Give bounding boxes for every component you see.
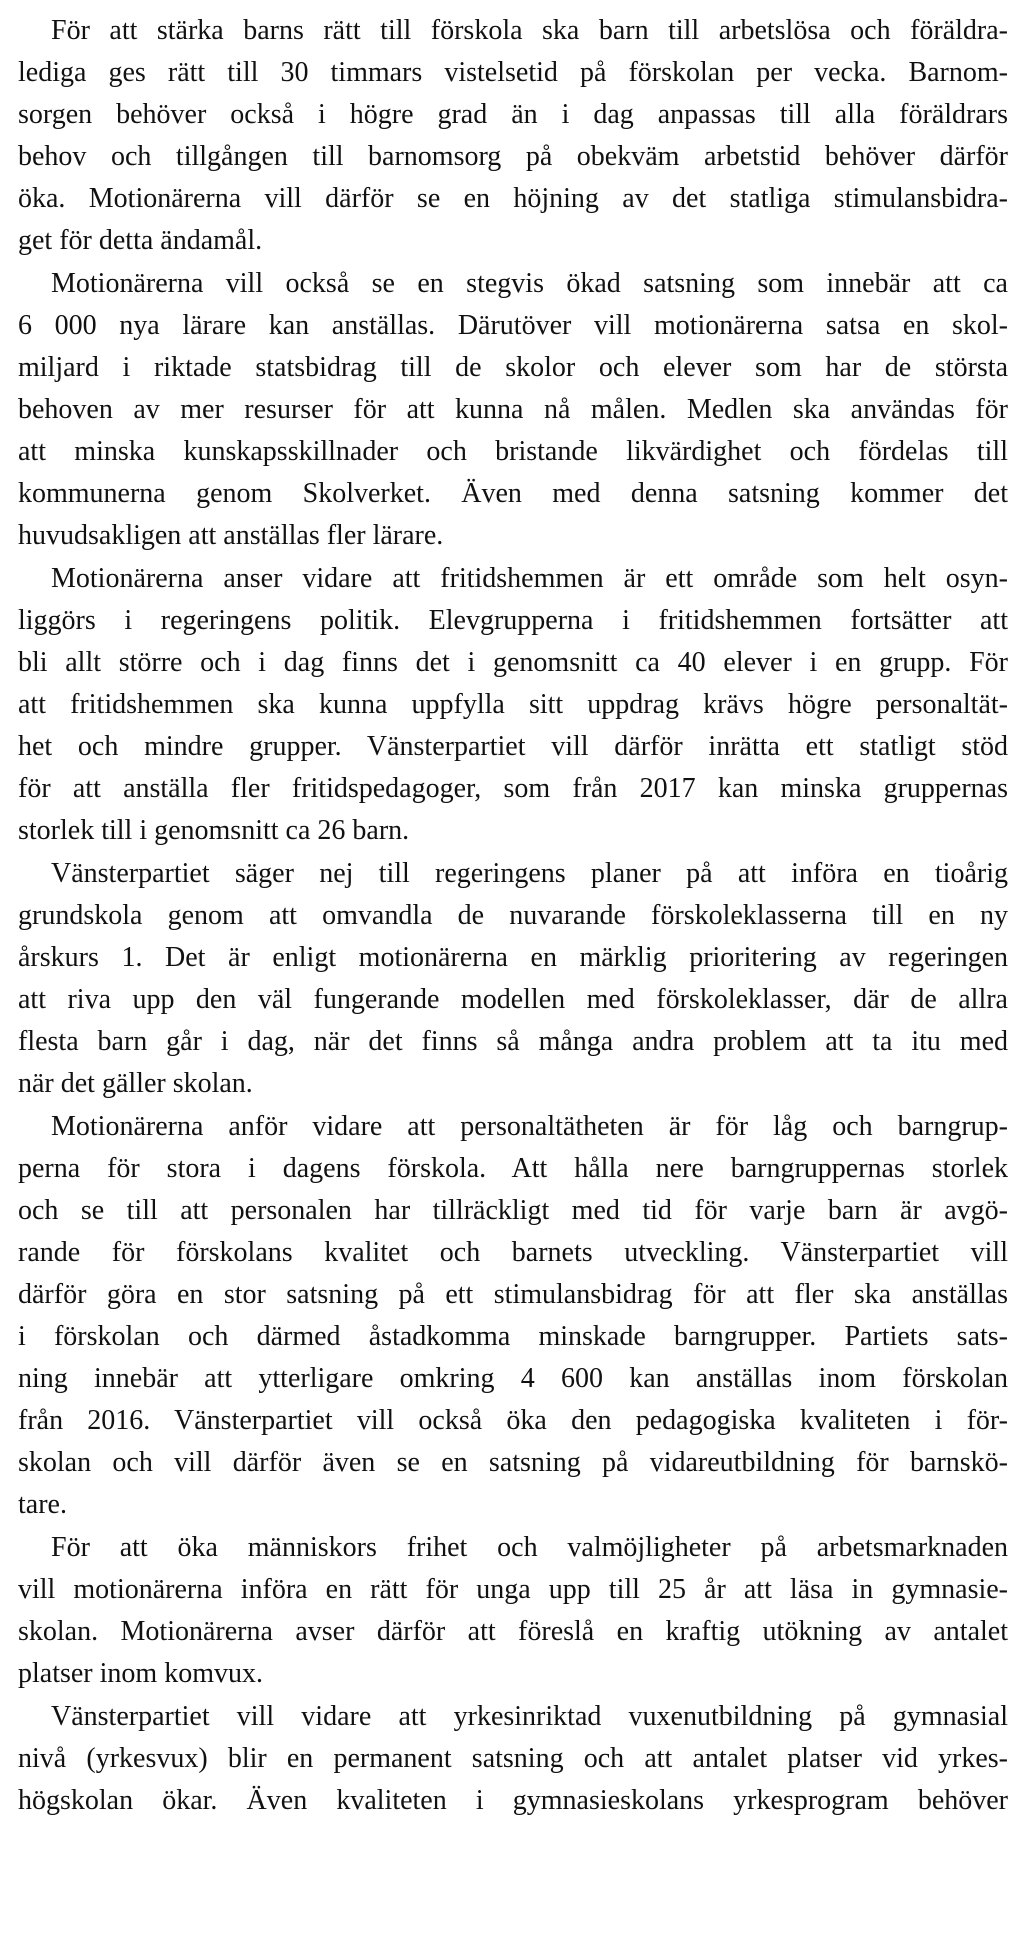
text-line: het och mindre grupper. Vänsterpartiet vill därför inrätta ett statligt stöd [18, 731, 1008, 762]
paragraph-2 [18, 263, 1008, 557]
text-line: get för detta ändamål. [18, 225, 263, 256]
paragraph-5 [18, 1106, 1008, 1526]
document-page [18, 10, 1008, 1823]
text-line: behoven av mer resurser för att kunna nå målen. Medlen ska användas för [18, 394, 1008, 425]
text-line: skolan. Motionärerna avser därför att föreslå en kraftig utökning av antalet [18, 1616, 1008, 1647]
text-line: nivå (yrkesvux) blir en permanent satsning och att antalet platser vid yrkes- [18, 1743, 1008, 1774]
text-line: För att öka människors frihet och valmöjligheter på arbetsmarknaden [51, 1532, 1008, 1563]
text-line: storlek till i genomsnitt ca 26 barn. [18, 815, 410, 846]
paragraph-7 [18, 1696, 1008, 1822]
text-line: att riva upp den väl fungerande modellen med förskoleklasser, där de allra [18, 984, 1008, 1015]
text-line: för att anställa fler fritidspedagoger, som från 2017 kan minska gruppernas [18, 773, 1008, 804]
text-line: perna för stora i dagens förskola. Att hålla nere barngruppernas storlek [18, 1153, 1008, 1184]
text-line: behov och tillgången till barnomsorg på obekväm arbetstid behöver därför [18, 141, 1008, 172]
text-line: flesta barn går i dag, när det finns så många andra problem att ta itu med [18, 1026, 1008, 1057]
text-line: skolan och vill därför även se en satsning på vidareutbildning för barnskö- [18, 1447, 1008, 1478]
text-line: miljard i riktade statsbidrag till de skolor och elever som har de största [18, 352, 1008, 383]
text-line: rande för förskolans kvalitet och barnets utveckling. Vänsterpartiet vill [18, 1237, 1008, 1268]
text-line: Vänsterpartiet vill vidare att yrkesinriktad vuxenutbildning på gymnasial [51, 1701, 1008, 1732]
text-line: platser inom komvux. [18, 1658, 263, 1689]
text-line: att minska kunskapsskillnader och bristande likvärdighet och fördelas till [18, 436, 1008, 467]
text-line: kommunerna genom Skolverket. Även med denna satsning kommer det [18, 478, 1008, 509]
text-line: ning innebär att ytterligare omkring 4 600 kan anställas inom förskolan [18, 1363, 1008, 1394]
text-line: i förskolan och därmed åstadkomma minskade barngrupper. Partiets sats- [18, 1321, 1008, 1352]
text-line: att fritidshemmen ska kunna uppfylla sitt uppdrag krävs högre personaltät- [18, 689, 1008, 720]
text-line: liggörs i regeringens politik. Elevgrupperna i fritidshemmen fortsätter att [18, 605, 1008, 636]
text-line: bli allt större och i dag finns det i genomsnitt ca 40 elever i en grupp. För [18, 647, 1008, 678]
text-line: vill motionärerna införa en rätt för unga upp till 25 år att läsa in gymnasie- [18, 1574, 1008, 1605]
text-line: när det gäller skolan. [18, 1068, 253, 1099]
text-line: Motionärerna anser vidare att fritidshemmen är ett område som helt osyn- [51, 563, 1008, 594]
text-line: Vänsterpartiet säger nej till regeringens planer på att införa en tioårig [51, 858, 1008, 889]
text-line: och se till att personalen har tillräckligt med tid för varje barn är avgö- [18, 1195, 1008, 1226]
text-line: högskolan ökar. Även kvaliteten i gymnasieskolans yrkesprogram behöver [18, 1785, 1008, 1816]
paragraph-4 [18, 853, 1008, 1105]
text-line: från 2016. Vänsterpartiet vill också öka den pedagogiska kvaliteten i för- [18, 1405, 1008, 1436]
text-line: huvudsakligen att anställas fler lärare. [18, 520, 444, 551]
text-line: Motionärerna anför vidare att personaltätheten är för låg och barngrup- [51, 1111, 1008, 1142]
paragraph-1 [18, 10, 1008, 262]
text-line: Motionärerna vill också se en stegvis ökad satsning som innebär att ca [51, 268, 1008, 299]
text-line: lediga ges rätt till 30 timmars vistelsetid på förskolan per vecka. Barnom- [18, 57, 1008, 88]
text-line: årskurs 1. Det är enligt motionärerna en märklig prioritering av regeringen [18, 942, 1008, 973]
text-line: öka. Motionärerna vill därför se en höjning av det statliga stimulansbidra- [18, 183, 1008, 214]
text-line: För att stärka barns rätt till förskola ska barn till arbetslösa och föräldra- [51, 15, 1008, 46]
text-line: 6 000 nya lärare kan anställas. Därutöver vill motionärerna satsa en skol- [18, 310, 1008, 341]
paragraph-3 [18, 558, 1008, 852]
paragraph-6 [18, 1527, 1008, 1695]
text-line: därför göra en stor satsning på ett stimulansbidrag för att fler ska anställas [18, 1279, 1008, 1310]
text-line: tare. [18, 1489, 67, 1520]
text-line: grundskola genom att omvandla de nuvarande förskoleklasserna till en ny [18, 900, 1008, 931]
text-line: sorgen behöver också i högre grad än i dag anpassas till alla föräldrars [18, 99, 1008, 130]
